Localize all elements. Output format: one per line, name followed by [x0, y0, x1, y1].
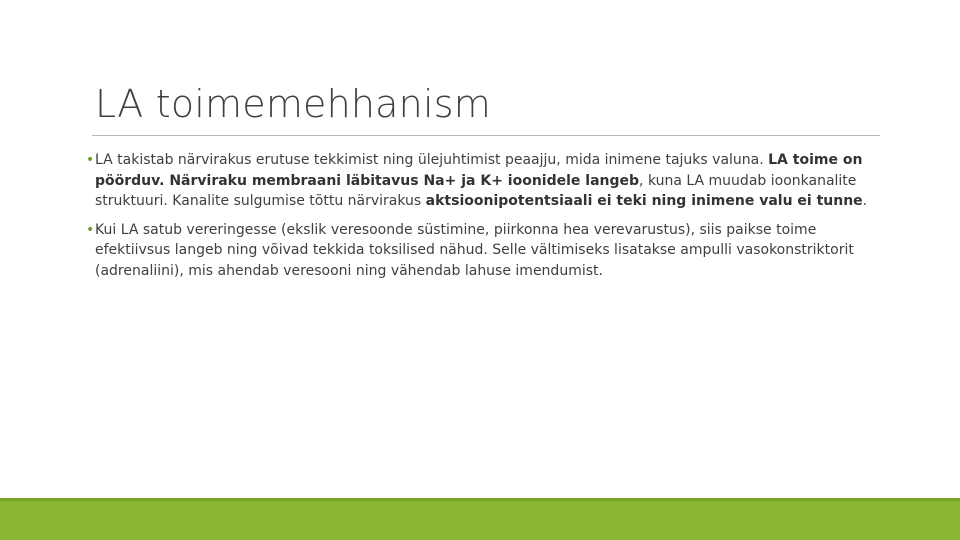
title-divider	[92, 135, 880, 136]
slide-body	[86, 150, 886, 289]
footer-accent-edge	[0, 498, 960, 501]
bullet-1-text-bold-1: LA toime on pöörduv. Närviraku membraani läbitavus Na+ ja K+ ioonidele langeb	[95, 152, 863, 189]
footer-accent-bar	[0, 498, 960, 540]
bullet-marker: •	[86, 221, 95, 238]
bullet-text	[95, 150, 886, 212]
bullet-item-2	[86, 220, 886, 282]
bullet-item-1	[86, 150, 886, 212]
bullet-2-text: Kui LA satub vereringesse (ekslik veresoonde süstimine, piirkonna hea verevarustus), siis paikse toime efektiivsus langeb ning võivad tekkida toksilised nähud. Selle vältimiseks lisatakse ampulli vasokonstriktorit (adrenaliini), mis ahendab veresooni ning vähendab lahuse imendumist.	[95, 221, 854, 279]
slide-title: LA toimemehhanism	[95, 82, 491, 126]
bullet-1-text-plain-2: , kuna LA muudab ioonkanalite struktuuri. Kanalite sulgumise tõttu närvirakus	[95, 172, 857, 209]
bullet-1-text-plain-3: .	[862, 193, 868, 209]
bullet-marker: •	[86, 152, 95, 168]
bullet-1-text-plain-1: LA takistab närvirakus erutuse tekkimist ning ülejuhtimist peaajju, mida inimene tajuks valuna.	[95, 152, 769, 168]
bullet-1-text-bold-2: aktsioonipotentsiaali ei teki ning inimene valu ei tunne	[425, 193, 863, 209]
